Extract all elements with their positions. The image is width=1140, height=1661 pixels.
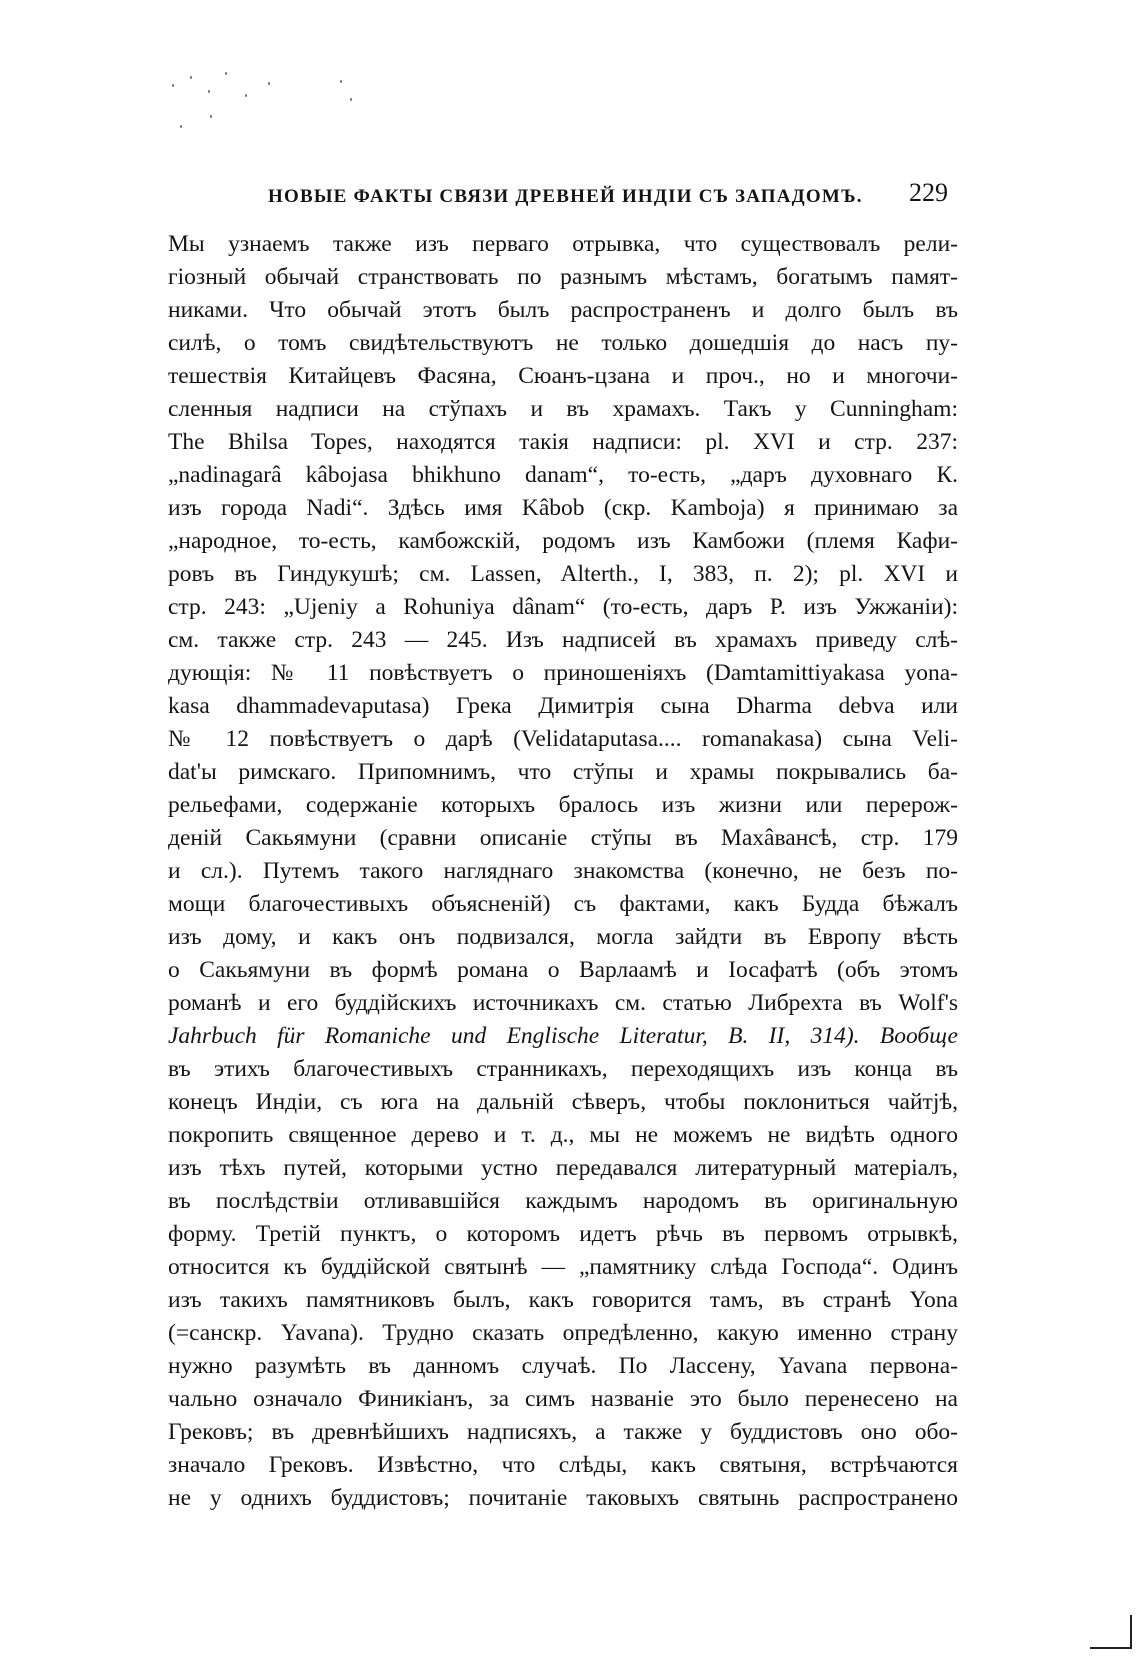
- text-line: въ этихъ благочестивыхъ странникахъ, переходящихъ изъ конца въ: [168, 1056, 958, 1082]
- scan-speck: [208, 90, 210, 93]
- body-text: [168, 228, 958, 1515]
- page-number: 229: [909, 178, 948, 207]
- scan-speck: [350, 98, 352, 101]
- text-line: значало Грековъ. Извѣстно, что слѣды, какъ святыня, встрѣчаются: [168, 1452, 958, 1478]
- text-line: изъ такихъ памятниковъ былъ, какъ говорится тамъ, въ странѣ Yona: [168, 1287, 958, 1313]
- text-line: въ послѣдствіи отливавшійся каждымъ народомъ въ оригинальную: [168, 1188, 958, 1214]
- text-line: нужно разумѣть въ данномъ случаѣ. По Лассену, Yavana первона-: [168, 1353, 958, 1379]
- text-line: и сл.). Путемъ такого нагляднаго знакомства (конечно, не безъ по-: [168, 858, 958, 884]
- text-line: гіозный обычай странствовать по разнымъ мѣстамъ, богатымъ памят-: [168, 264, 958, 290]
- text-line: деній Сакьямуни (сравни описаніе стўпы въ Махâвансѣ, стр. 179: [168, 825, 958, 851]
- scan-speck: [340, 80, 342, 83]
- scan-speck: [190, 76, 192, 79]
- text-line: Грековъ; въ древнѣйшихъ надписяхъ, а также у буддистовъ оно обо-: [168, 1419, 958, 1445]
- text-line: изъ дому, и какъ онъ подвизался, могла зайдти въ Европу вѣсть: [168, 924, 958, 950]
- text-line: „народное, то-есть, камбожскій, родомъ изъ Камбожи (племя Кафи-: [168, 528, 958, 554]
- scan-corner-mark: [1090, 1615, 1132, 1649]
- text-line: „nadinagarâ kâbojasa bhikhuno danam“, то-есть, „даръ духовнаго К.: [168, 462, 958, 488]
- scan-specks: [150, 70, 400, 150]
- text-line: конецъ Индіи, съ юга на дальній сѣверъ, чтобы поклониться чайтјѣ,: [168, 1089, 958, 1115]
- text-line: никами. Что обычай этотъ былъ распространенъ и долго былъ въ: [168, 297, 958, 323]
- scan-speck: [210, 115, 212, 118]
- text-line: № 12 повѣствуетъ о дарѣ (Velidataputasa.... romanakasa) сына Veli-: [168, 726, 958, 752]
- text-line: The Bhilsa Topes, находятся такія надписи: pl. XVI и стр. 237:: [168, 429, 958, 455]
- scan-speck: [180, 125, 182, 128]
- text-line: не у однихъ буддистовъ; почитаніе таковыхъ святынь распространено: [168, 1485, 958, 1511]
- scan-speck: [268, 82, 270, 85]
- text-line: мощи благочестивыхъ объясненій) съ фактами, какъ Будда бѣжалъ: [168, 891, 958, 917]
- text-line: сленныя надписи на стўпахъ и въ храмахъ. Такъ у Cunningham:: [168, 396, 958, 422]
- text-line: относится къ буддійской святынѣ — „памятнику слѣда Господа“. Одинъ: [168, 1254, 958, 1280]
- text-line: dat'ы римскаго. Припомнимъ, что стўпы и храмы покрывались ба-: [168, 759, 958, 785]
- running-head: [268, 178, 948, 218]
- text-line: Jahrbuch für Romaniche und Englische Literatur, B. II, 314). Вообще: [168, 1023, 958, 1049]
- text-line: см. также стр. 243 — 245. Изъ надписей въ храмахъ приведу слѣ-: [168, 627, 958, 653]
- text-line: стр. 243: „Ujeniy a Rohuniya dânam“ (то-есть, даръ Р. изъ Ужжаніи):: [168, 594, 958, 620]
- text-line: дующія: № 11 повѣствуетъ о приношеніяхъ (Damtamittiyakasa yona-: [168, 660, 958, 686]
- text-line: kasa dhammadevaputasa) Грека Димитрія сына Dharma debva или: [168, 693, 958, 719]
- scan-speck: [225, 72, 227, 75]
- text-line: (=санскр. Yavana). Трудно сказать опредѣленно, какую именно страну: [168, 1320, 958, 1346]
- text-line: тешествія Китайцевъ Фасяна, Сюанъ-цзана и проч., но и многочи-: [168, 363, 958, 389]
- text-line: покропить священное дерево и т. д., мы не можемъ не видѣть одного: [168, 1122, 958, 1148]
- running-title: НОВЫЕ ФАКТЫ СВЯЗИ ДРЕВНЕЙ ИНДІИ СЪ ЗАПАДОМЪ.: [268, 186, 863, 207]
- text-line: силѣ, о томъ свидѣтельствуютъ не только дошедшія до насъ пу-: [168, 330, 958, 356]
- text-line: изъ города Nadi“. Здѣсь имя Kâbob (скр. Kamboja) я принимаю за: [168, 495, 958, 521]
- scan-speck: [245, 94, 247, 97]
- text-line: Мы узнаемъ также изъ перваго отрывка, что существовалъ рели-: [168, 231, 958, 257]
- text-line: изъ тѣхъ путей, которыми устно передавался литературный матеріалъ,: [168, 1155, 958, 1181]
- text-line: чально означало Финикіанъ, за симъ названіе это было перенесено на: [168, 1386, 958, 1412]
- text-line: о Сакьямуни въ формѣ романа о Варлаамѣ и Іосафатѣ (объ этомъ: [168, 957, 958, 983]
- text-line: форму. Третій пунктъ, о которомъ идетъ рѣчь въ первомъ отрывкѣ,: [168, 1221, 958, 1247]
- text-line: ровъ въ Гиндукушѣ; см. Lassen, Alterth., I, 383, п. 2); pl. XVI и: [168, 561, 958, 587]
- scan-speck: [172, 84, 174, 87]
- text-line: рельефами, содержаніе которыхъ бралось изъ жизни или перерож-: [168, 792, 958, 818]
- text-line: романѣ и его буддійскихъ источникахъ см. статью Либрехта въ Wolf's: [168, 990, 958, 1016]
